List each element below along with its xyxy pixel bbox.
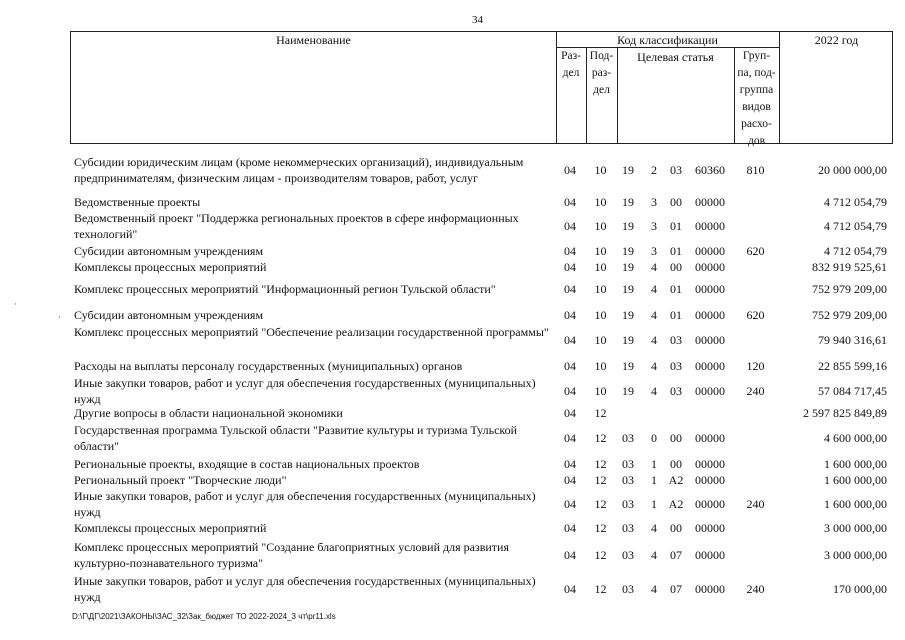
podrazdel-cell: 10 xyxy=(594,195,607,209)
razdel-cell: 04 xyxy=(564,359,576,373)
row-name: Комплекс процессных мероприятий "Создание благоприятных условий для развития культурно-познавательного туризма" xyxy=(74,540,509,570)
direction-code-cell: 00000 xyxy=(695,359,725,373)
event-code-cell: 01 xyxy=(670,244,682,258)
table-row xyxy=(70,210,893,242)
podrazdel-cell: 12 xyxy=(594,497,607,511)
event-code-cell: 00 xyxy=(670,431,682,445)
subprogram-code-cell: 4 xyxy=(651,359,657,373)
direction-code-cell: 00000 xyxy=(695,308,725,322)
expense-type-cell: 120 xyxy=(746,359,765,373)
page-number: 34 xyxy=(472,14,483,26)
event-code-cell: 03 xyxy=(670,333,682,347)
razdel-cell: 04 xyxy=(564,333,576,347)
amount-cell: 2 597 825 849,89 xyxy=(803,406,887,420)
row-name: Комплекс процессных мероприятий "Информационный регион Тульской области" xyxy=(74,282,496,296)
col-name-header: Наименование xyxy=(276,33,351,47)
razdel-cell: 04 xyxy=(564,195,576,209)
table-row xyxy=(70,456,893,472)
podrazdel-cell: 10 xyxy=(594,282,607,296)
amount-cell: 1 600 000,00 xyxy=(824,497,887,511)
direction-code-cell: 00000 xyxy=(695,521,725,535)
amount-cell: 79 940 316,61 xyxy=(818,333,887,347)
direction-code-cell: 00000 xyxy=(695,431,725,445)
direction-code-cell: 00000 xyxy=(695,195,725,209)
vid-header: Груп- па, под- группа видов расхо- дов xyxy=(737,50,776,147)
scan-mark: · xyxy=(58,312,61,322)
amount-cell: 4 712 054,79 xyxy=(824,219,887,233)
program-code-cell: 03 xyxy=(622,431,634,445)
event-code-cell: A2 xyxy=(668,497,684,511)
amount-cell: 57 084 717,45 xyxy=(818,384,887,398)
table-row xyxy=(70,539,893,571)
event-code-cell: 00 xyxy=(670,457,682,471)
program-code-cell: 19 xyxy=(622,333,634,347)
program-code-cell: 03 xyxy=(622,457,634,471)
amount-cell: 3 000 000,00 xyxy=(824,521,887,535)
program-code-cell: 19 xyxy=(622,195,634,209)
razdel-header: Раз- дел xyxy=(561,50,581,79)
table-header xyxy=(70,31,893,147)
event-code-cell: 01 xyxy=(670,282,682,296)
program-code-cell: 03 xyxy=(622,582,634,596)
subprogram-code-cell: 4 xyxy=(651,582,657,596)
table-row xyxy=(70,422,893,454)
razdel-cell: 04 xyxy=(564,406,576,420)
program-code-cell: 03 xyxy=(622,521,634,535)
target-header: Целевая статья xyxy=(637,50,714,64)
podrazdel-cell: 12 xyxy=(594,457,607,471)
direction-code-cell: 60360 xyxy=(695,163,725,177)
direction-code-cell: 00000 xyxy=(695,333,725,347)
table-row xyxy=(70,488,893,520)
podrazdel-cell: 10 xyxy=(594,308,607,322)
amount-cell: 752 979 209,00 xyxy=(812,282,887,296)
divider xyxy=(779,32,780,143)
podrazdel-cell: 12 xyxy=(594,431,607,445)
amount-cell: 752 979 209,00 xyxy=(812,308,887,322)
program-code-cell: 19 xyxy=(622,359,634,373)
row-name: Иные закупки товаров, работ и услуг для обеспечения государственных (муниципальных) нужд xyxy=(74,376,536,406)
table-row xyxy=(70,154,893,186)
table-row xyxy=(70,472,893,488)
direction-code-cell: 00000 xyxy=(695,473,725,487)
podrazdel-cell: 10 xyxy=(594,260,607,274)
direction-code-cell: 00000 xyxy=(695,582,725,596)
subprogram-code-cell: 1 xyxy=(651,497,657,511)
amount-cell: 22 855 599,16 xyxy=(818,359,887,373)
row-name: Расходы на выплаты персоналу государственных (муниципальных) органов xyxy=(74,359,463,373)
razdel-cell: 04 xyxy=(564,497,576,511)
event-code-cell: 01 xyxy=(670,308,682,322)
subprogram-code-cell: 4 xyxy=(651,333,657,347)
row-name: Комплексы процессных мероприятий xyxy=(74,521,267,535)
razdel-cell: 04 xyxy=(564,282,576,296)
subprogram-code-cell: 4 xyxy=(651,521,657,535)
program-code-cell: 19 xyxy=(622,384,634,398)
expense-type-cell: 620 xyxy=(746,244,765,258)
podrazdel-cell: 12 xyxy=(594,473,607,487)
file-path-footer: D:\Г\ДГ\2021\ЗАКОНЫ\ЗАС_32\Зак_бюджет ТО 2022-2024_3 чт\pr11.xls xyxy=(72,612,336,621)
razdel-cell: 04 xyxy=(564,431,576,445)
razdel-cell: 04 xyxy=(564,384,576,398)
program-code-cell: 19 xyxy=(622,219,634,233)
subprogram-code-cell: 3 xyxy=(651,244,657,258)
amount-cell: 1 600 000,00 xyxy=(824,457,887,471)
amount-cell: 20 000 000,00 xyxy=(818,163,887,177)
podrazdel-cell: 12 xyxy=(594,406,607,420)
code-group-header: Код классификации xyxy=(617,33,718,47)
event-code-cell: 03 xyxy=(670,359,682,373)
podrazdel-cell: 10 xyxy=(594,163,607,177)
row-name: Иные закупки товаров, работ и услуг для обеспечения государственных (муниципальных) нужд xyxy=(74,574,536,604)
table-row xyxy=(70,520,893,536)
table-row xyxy=(70,358,893,374)
row-name: Комплекс процессных мероприятий "Обеспечение реализации государственной программы" xyxy=(74,325,549,339)
row-name: Комплексы процессных мероприятий xyxy=(74,260,267,274)
expense-type-cell: 240 xyxy=(746,497,765,511)
program-code-cell: 19 xyxy=(622,244,634,258)
direction-code-cell: 00000 xyxy=(695,548,725,562)
direction-code-cell: 00000 xyxy=(695,457,725,471)
direction-code-cell: 00000 xyxy=(695,244,725,258)
row-name: Субсидии автономным учреждениям xyxy=(74,244,264,258)
program-code-cell: 19 xyxy=(622,163,634,177)
podrazdel-cell: 10 xyxy=(594,244,607,258)
table-row xyxy=(70,307,893,323)
table-row xyxy=(70,405,893,421)
event-code-cell: 00 xyxy=(670,260,682,274)
table-row xyxy=(70,324,893,356)
razdel-cell: 04 xyxy=(564,548,576,562)
podrazdel-cell: 10 xyxy=(594,384,607,398)
amount-cell: 4 712 054,79 xyxy=(824,195,887,209)
table-row xyxy=(70,375,893,407)
event-code-cell: 07 xyxy=(670,582,682,596)
subprogram-code-cell: 4 xyxy=(651,548,657,562)
row-name: Ведомственные проекты xyxy=(74,195,201,209)
subprogram-code-cell: 4 xyxy=(651,384,657,398)
table-row xyxy=(70,259,893,275)
subprogram-code-cell: 0 xyxy=(651,431,657,445)
event-code-cell: 07 xyxy=(670,548,682,562)
razdel-cell: 04 xyxy=(564,260,576,274)
program-code-cell: 19 xyxy=(622,282,634,296)
subprogram-code-cell: 2 xyxy=(651,163,657,177)
subprogram-code-cell: 3 xyxy=(651,219,657,233)
program-code-cell: 03 xyxy=(622,548,634,562)
event-code-cell: 00 xyxy=(670,195,682,209)
direction-code-cell: 00000 xyxy=(695,282,725,296)
row-name: Субсидии юридическим лицам (кроме некоммерческих организаций), индивидуальным предпринимателям, физическим лицам - производителям товаров, работ, услуг xyxy=(74,155,524,185)
razdel-cell: 04 xyxy=(564,244,576,258)
razdel-cell: 04 xyxy=(564,473,576,487)
amount-cell: 832 919 525,61 xyxy=(812,260,887,274)
direction-code-cell: 00000 xyxy=(695,260,725,274)
razdel-cell: 04 xyxy=(564,457,576,471)
subprogram-code-cell: 4 xyxy=(651,282,657,296)
expense-type-cell: 810 xyxy=(746,163,765,177)
subprogram-code-cell: 1 xyxy=(651,457,657,471)
program-code-cell: 19 xyxy=(622,260,634,274)
row-name: Государственная программа Тульской области "Развитие культуры и туризма Тульской области" xyxy=(74,423,518,453)
table-row xyxy=(70,194,893,210)
table-row xyxy=(70,573,893,605)
amount-cell: 1 600 000,00 xyxy=(824,473,887,487)
event-code-cell: 03 xyxy=(670,163,682,177)
amount-cell: 4 712 054,79 xyxy=(824,244,887,258)
expense-type-cell: 240 xyxy=(746,582,765,596)
table-row xyxy=(70,281,893,297)
direction-code-cell: 00000 xyxy=(695,384,725,398)
subprogram-code-cell: 4 xyxy=(651,308,657,322)
subprogram-code-cell: 1 xyxy=(651,473,657,487)
amount-cell: 4 600 000,00 xyxy=(824,431,887,445)
razdel-cell: 04 xyxy=(564,308,576,322)
podrazdel-cell: 12 xyxy=(594,521,607,535)
event-code-cell: 03 xyxy=(670,384,682,398)
row-name: Субсидии автономным учреждениям xyxy=(74,308,264,322)
direction-code-cell: 00000 xyxy=(695,219,725,233)
scan-mark: · xyxy=(14,299,17,309)
program-code-cell: 03 xyxy=(622,473,634,487)
podrazdel-cell: 12 xyxy=(594,582,607,596)
row-name: Другие вопросы в области национальной экономики xyxy=(74,406,343,420)
year-header: 2022 год xyxy=(814,33,859,47)
row-name: Региональные проекты, входящие в состав национальных проектов xyxy=(74,457,420,471)
row-name: Ведомственный проект "Поддержка региональных проектов в сфере информационных технологий" xyxy=(74,211,519,241)
podrazdel-cell: 10 xyxy=(594,219,607,233)
razdel-cell: 04 xyxy=(564,582,576,596)
event-code-cell: 01 xyxy=(670,219,682,233)
podrazdel-cell: 10 xyxy=(594,359,607,373)
event-code-cell: A2 xyxy=(668,473,684,487)
row-name: Иные закупки товаров, работ и услуг для обеспечения государственных (муниципальных) нужд xyxy=(74,489,536,519)
event-code-cell: 00 xyxy=(670,521,682,535)
subprogram-code-cell: 3 xyxy=(651,195,657,209)
program-code-cell: 03 xyxy=(622,497,634,511)
razdel-cell: 04 xyxy=(564,521,576,535)
amount-cell: 3 000 000,00 xyxy=(824,548,887,562)
razdel-cell: 04 xyxy=(564,219,576,233)
amount-cell: 170 000,00 xyxy=(833,582,887,596)
razdel-cell: 04 xyxy=(564,163,576,177)
table-row xyxy=(70,243,893,259)
expense-type-cell: 620 xyxy=(746,308,765,322)
program-code-cell: 19 xyxy=(622,308,634,322)
direction-code-cell: 00000 xyxy=(695,497,725,511)
subprogram-code-cell: 4 xyxy=(651,260,657,274)
podrazdel-cell: 12 xyxy=(594,548,607,562)
podrazdel-cell: 10 xyxy=(594,333,607,347)
row-name: Региональный проект "Творческие люди" xyxy=(74,473,287,487)
expense-type-cell: 240 xyxy=(746,384,765,398)
podrazdel-header: Под- раз- дел xyxy=(589,50,614,96)
